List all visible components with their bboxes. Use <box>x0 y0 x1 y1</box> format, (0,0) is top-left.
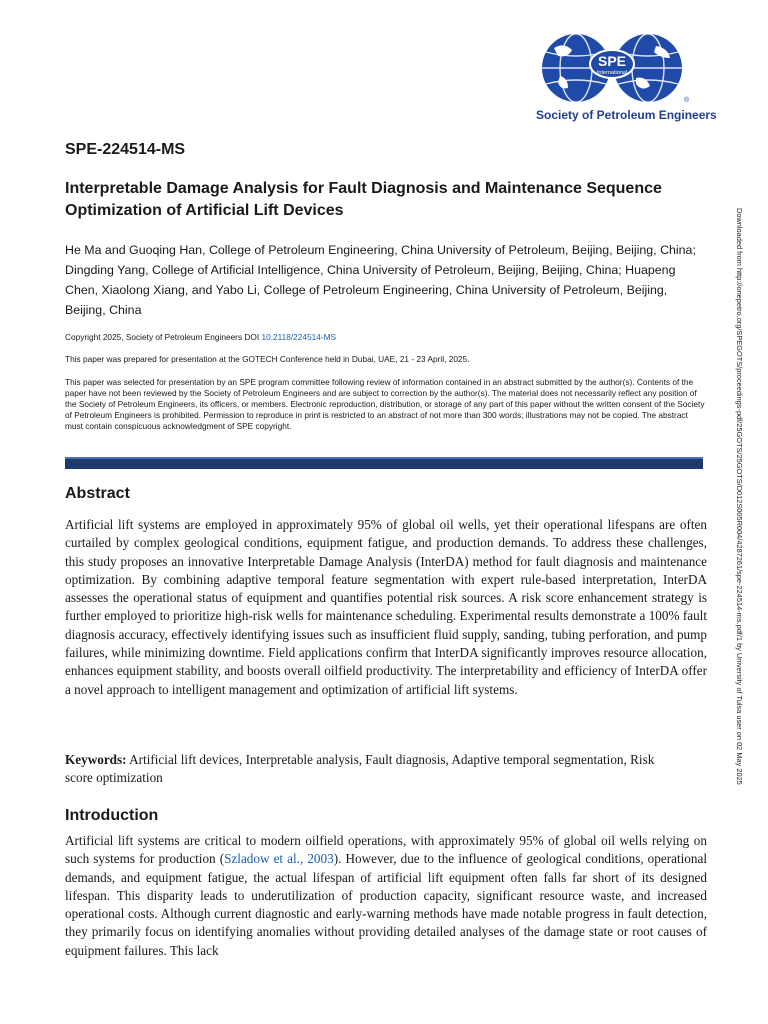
introduction-heading: Introduction <box>65 807 159 824</box>
download-note-text: Downloaded from http://onepetro.org/SPEGOTS/proceedings-pdf/25GOTS/25GOTS/D012S005R004/4287261/spe-224514-ms.pdf/1 by University of Tulsa user on 02 May 2025 <box>735 208 744 785</box>
paper-title: Interpretable Damage Analysis for Fault Diagnosis and Maintenance Sequence Optimization of Artificial Lift Devices <box>65 180 662 219</box>
abstract-body: Artificial lift systems are employed in approximately 95% of global oil wells, yet their operational lifespans are often curtailed by complex geological conditions, equipment fatigue, and production demands. To address these challenges, this study proposes an innovative Interpretable Damage Analysis (InterDA) method for fault diagnosis and maintenance optimization. By combining adaptive temporal feature segmentation with expert rule-based interpretation, InterDA assesses the operational status of equipment and quantifies potential risk sources. A risk score enhancement strategy is further employed to prioritize high-risk wells for maintenance scheduling. Experimental results demonstrate a 100% fault diagnosis accuracy, effectively identifying issues such as insufficient fluid supply, sanding, tubing perforation, and pump failures, while minimizing downtime. Field applications confirm that InterDA significantly improves resource allocation, enhances equipment stability, and boosts overall oilfield productivity. The interpretability and efficiency of InterDA offer a novel approach to intelligent management and optimization of artificial lift systems. <box>65 517 707 697</box>
doi-link[interactable]: 10.2118/224514-MS <box>261 332 337 342</box>
section-divider <box>65 457 703 469</box>
spe-globe-icon <box>536 30 706 110</box>
copyright-line <box>65 332 707 343</box>
citation-link[interactable]: Szladow et al., 2003 <box>224 851 334 867</box>
logo-caption: Society of Petroleum Engineers <box>536 108 717 122</box>
selection-note: This paper was selected for presentation by an SPE program committee following review of information contained in an abstract submitted by the author(s). Contents of the paper have not been reviewed by the Society of Petroleum Engineers and are subject to correction by the author(s). The material does not necessarily reflect any position of the Society of Petroleum Engineers, its officers, or members. Electronic reproduction, distribution, or storage of any part of this paper without the written consent of the Society of Petroleum Engineers is prohibited. Permission to reproduce in print is restricted to an abstract of not more than 300 words; illustrations may not be copied. The abstract must contain conspicuous acknowledgment of SPE copyright. <box>65 377 705 431</box>
download-note <box>734 208 746 828</box>
logo-badge-text: SPE <box>597 53 627 69</box>
abstract-heading: Abstract <box>65 485 130 502</box>
keywords-text: Artificial lift devices, Interpretable analysis, Fault diagnosis, Adaptive temporal segmentation, Risk score optimization <box>65 752 655 786</box>
copyright-text: Copyright 2025, Society of Petroleum Engineers DOI <box>65 332 260 342</box>
intro-text-before: Artificial lift systems are critical to modern oilfield operations, with approximately 95% of global oil wells relying on such systems for production ( <box>65 833 707 867</box>
logo-badge-subtext: International <box>596 70 628 76</box>
intro-text-after: ). However, due to the influence of geological conditions, operational demands, and equipment fatigue, the actual lifespan of artificial lift equipment often falls far short of its designed lifespan. This disparity leads to underutilization of production capacity, significant resource waste, and increased operational costs. Although current diagnostic and early-warning methods have made notable progress in fault detection, they primarily focus on identifying anomalies without providing detailed analyses of the damage state or root causes of equipment failures. This lack <box>65 851 707 958</box>
author-list: He Ma and Guoqing Han, College of Petroleum Engineering, China University of Petroleum, Beijing, Beijing, China; Dingding Yang, College of Artificial Intelligence, China University of Petroleum, Beijing, Beijing, China; Huapeng Chen, Xiaolong Xiang, and Yabo Li, College of Petroleum Engineering, China University of Petroleum, Beijing, Beijing, China <box>65 243 696 317</box>
keywords <box>65 751 665 788</box>
spe-logo <box>536 30 717 126</box>
keywords-label: Keywords: <box>65 752 127 767</box>
registered-mark: ® <box>684 97 690 104</box>
paper-id: SPE-224514-MS <box>65 141 186 158</box>
prepared-note: This paper was prepared for presentation at the GOTECH Conference held in Dubai, UAE, 21 - 23 April, 2025. <box>65 354 470 364</box>
introduction-body <box>65 832 707 960</box>
